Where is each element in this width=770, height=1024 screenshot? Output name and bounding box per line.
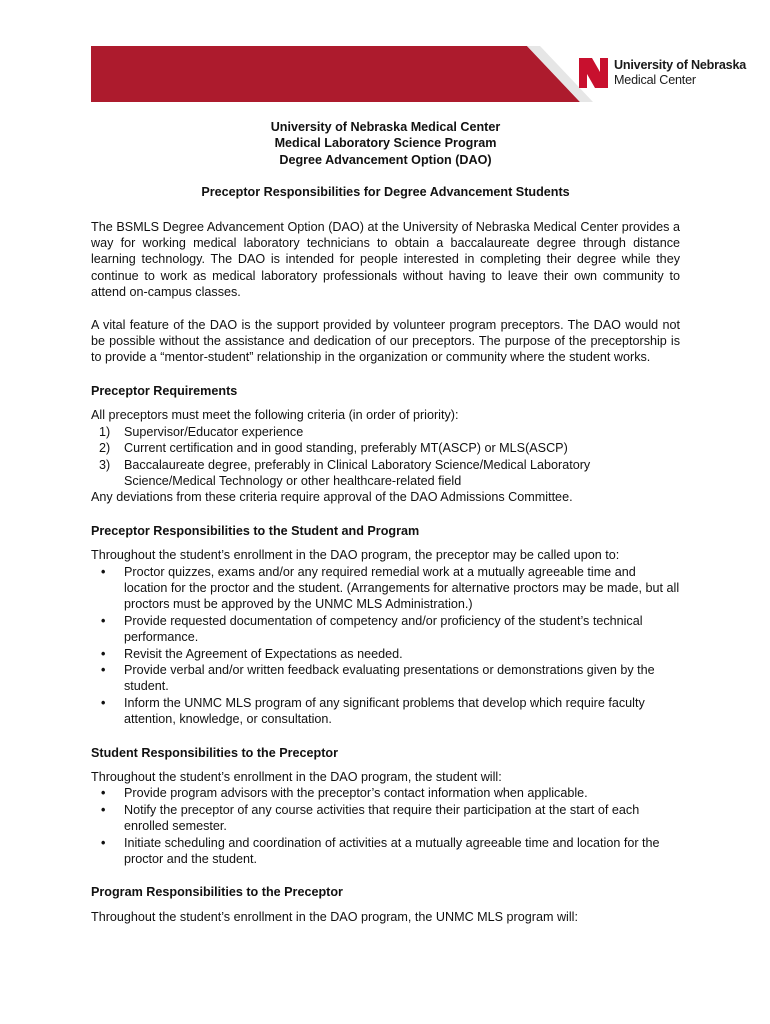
list-item: • Provide verbal and/or written feedback evaluating presentations or demonstrations given by the student. [101, 662, 655, 694]
logo-line-2: Medical Center [614, 73, 696, 87]
section-heading-preceptor-responsibilities: Preceptor Responsibilities to the Student and Program [91, 523, 420, 538]
list-item: 1) Supervisor/Educator experience [99, 424, 304, 439]
list-item: • Initiate scheduling and coordination of activities at a mutually agreeable time and location for the proctor and the student. [101, 835, 660, 867]
bullet-icon: • [101, 835, 106, 850]
intro-paragraph-2: A vital feature of the DAO is the support provided by volunteer program preceptors. The DAO would not be possible without the assistance and dedication of our preceptors. The purpose of the preceptorship is to provide a “mentor-student” relationship in the organization or community where the student works. [91, 317, 680, 365]
bullet-icon: • [101, 695, 106, 710]
program-intro: Throughout the student’s enrollment in the DAO program, the UNMC MLS program will: [91, 909, 578, 924]
title-line-1: University of Nebraska Medical Center [270, 120, 501, 134]
bullet-icon: • [101, 564, 106, 579]
requirements-list [91, 424, 680, 490]
student-responsibilities-list [91, 785, 680, 867]
section-heading-program-responsibilities: Program Responsibilities to the Preceptor [91, 885, 343, 900]
logo-line-1: University of Nebraska [614, 58, 747, 72]
student-intro: Throughout the student’s enrollment in the DAO program, the student will: [91, 770, 502, 784]
list-item: 2) Current certification and in good standing, preferably MT(ASCP) or MLS(ASCP) [99, 441, 568, 456]
section-heading-requirements: Preceptor Requirements [91, 383, 238, 398]
document-body [91, 119, 680, 925]
list-item: • Notify the preceptor of any course activities that require their participation at the start of each enrolled semester. [101, 802, 640, 834]
title-line-2: Medical Laboratory Science Program [274, 136, 497, 151]
bullet-icon: • [101, 662, 106, 677]
list-item: • Inform the UNMC MLS program of any significant problems that develop which require faculty attention, knowledge, or consultation. [101, 695, 645, 727]
unmc-logo-text [614, 58, 746, 88]
intro-paragraph-1: The BSMLS Degree Advancement Option (DAO) at the University of Nebraska Medical Center provides a way for working medical laboratory technicians to obtain a baccalaureate degree through distance learning technology. The DAO is intended for people interested in completing their degree while they continue to work as medical laboratory professionals without having to leave their own community to attend on-campus classes. [91, 219, 680, 300]
preceptor-intro: Throughout the student’s enrollment in the DAO program, the preceptor may be called upon to: [91, 548, 620, 563]
requirements-intro: All preceptors must meet the following criteria (in order of priority): [91, 408, 459, 423]
list-item: • Revisit the Agreement of Expectations as needed. [101, 646, 403, 661]
list-item: 3) Baccalaureate degree, preferably in Clinical Laboratory Science/Medical Laboratory Science/Medical Technology or other healthcare-related field [99, 457, 591, 488]
header-banner [0, 0, 770, 110]
bullet-icon: • [101, 613, 106, 628]
requirements-note: Any deviations from these criteria require approval of the DAO Admissions Committee. [91, 490, 573, 505]
title-block [91, 119, 680, 201]
title-line-3: Degree Advancement Option (DAO) [279, 152, 492, 167]
bullet-icon: • [101, 802, 106, 817]
list-item: • Proctor quizzes, exams and/or any required remedial work at a mutually agreeable time and location for the proctor and the student. (Arrangements for alternative proctors may be made, but all proctors must be approved by the UNMC MLS Administration.) [101, 564, 680, 612]
bullet-icon: • [101, 786, 106, 801]
preceptor-responsibilities-list [91, 564, 680, 728]
document-subtitle: Preceptor Responsibilities for Degree Advancement Students [201, 185, 570, 200]
banner-graphic [0, 0, 770, 110]
section-heading-student-responsibilities: Student Responsibilities to the Preceptor [91, 745, 339, 760]
banner-red-band [91, 46, 580, 102]
list-item: • Provide requested documentation of competency and/or proficiency of the student’s technical performance. [101, 613, 643, 645]
bullet-icon: • [101, 646, 106, 661]
unmc-n-logo-icon [576, 56, 610, 88]
list-item: • Provide program advisors with the preceptor’s contact information when applicable. [101, 786, 588, 801]
